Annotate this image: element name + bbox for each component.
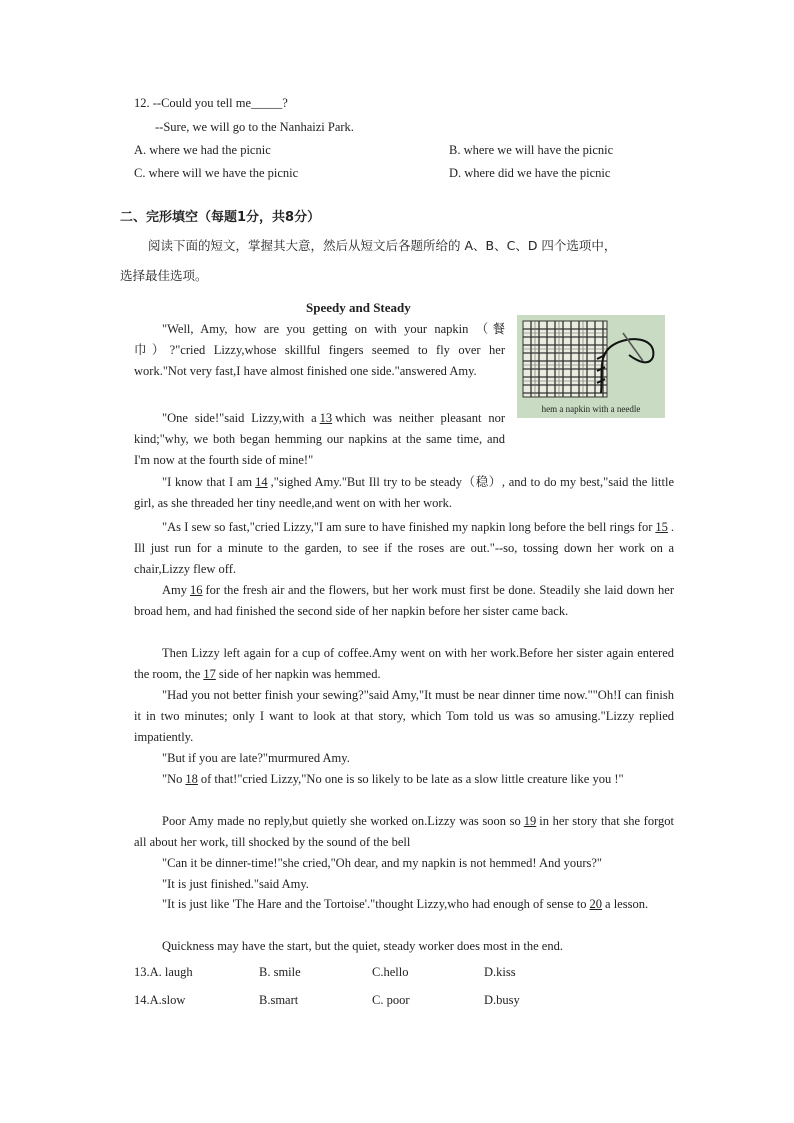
story-paragraph-12: "It is just finished."said Amy. [162, 877, 309, 891]
section-title: 二、完形填空（每题1分，共8分） [120, 210, 321, 225]
blank-17[interactable]: 17 [203, 667, 216, 681]
story-paragraph-10: Poor Amy made no reply,but quietly she worked on.Lizzy was soon so 19 in her story that she forgot all about her work, till shocked by the sound of the bell [134, 814, 674, 849]
q12-option-d: D. where did we have the picnic [449, 166, 611, 180]
q12-answer-line: --Sure, we will go to the Nanhaizi Park. [155, 120, 354, 134]
blank-16[interactable]: 16 [190, 583, 203, 597]
q14-option-a: 14.A.slow [134, 993, 186, 1007]
story-paragraph-1: "Well, Amy, how are you getting on with your napkin （餐巾）?"cried Lizzy,whose skillful fingers seemed to fly over her work."Not very fast,I have almost finished one side."answered Amy. [134, 322, 505, 378]
story-paragraph-5: Amy 16 for the fresh air and the flowers, but her work must first be done. Steadily she laid down her broad hem, and had finished the second side of her napkin before her sister came back. [134, 583, 674, 618]
story-paragraph-9: "No 18 of that!"cried Lizzy,"No one is so likely to be late as a slow little creature like you !" [162, 772, 624, 786]
story-paragraph-8: "But if you are late?"murmured Amy. [162, 751, 350, 765]
q12-stem: 12. --Could you tell me_____? [134, 96, 288, 110]
q14-option-c: C. poor [372, 993, 410, 1007]
napkin-figure [517, 315, 665, 418]
q12-option-c: C. where will we have the picnic [134, 166, 299, 180]
blank-13[interactable]: 13 [319, 411, 333, 425]
q14-option-d: D.busy [484, 993, 520, 1007]
story-paragraph-7: "Had you not better finish your sewing?"said Amy,"It must be near dinner time now.""Oh!I can finish it in two minutes; only I want to look at that story, which Tom told us was so amusing."Lizzy replied impatiently. [134, 688, 674, 744]
story-paragraph-14: Quickness may have the start, but the quiet, steady worker does most in the end. [162, 939, 563, 953]
q12-option-a: A. where we had the picnic [134, 143, 271, 157]
q13-option-d: D.kiss [484, 965, 516, 979]
napkin-needle-illustration [517, 315, 665, 418]
q13-option-c: C.hello [372, 965, 409, 979]
story-paragraph-2: "One side!"said Lizzy,with a 13 which was neither pleasant nor kind;"why, we both began hemming our napkins at the same time, and I'm now at the fourth side of mine!" [134, 411, 505, 467]
q13-option-b: B. smile [259, 965, 301, 979]
q14-option-b: B.smart [259, 993, 299, 1007]
blank-15[interactable]: 15 [655, 520, 668, 534]
blank-19[interactable]: 19 [523, 814, 537, 828]
figure-caption: hem a napkin with a needle [541, 404, 641, 414]
instructions-line-2: 选择最佳选项。 [120, 268, 208, 283]
section-instructions [120, 231, 680, 291]
story-paragraph-4: "As I sew so fast,"cried Lizzy,"I am sure to have finished my napkin long before the bell rings for 15 . Ill just run for a minute to the garden, to see if the roses are out."--so, tossing down her work on a chair,Lizzy flew off. [134, 520, 674, 576]
blank-18[interactable]: 18 [185, 772, 198, 786]
story-title: Speedy and Steady [306, 300, 411, 315]
story-paragraph-13: "It is just like 'The Hare and the Tortoise'."thought Lizzy,who had enough of sense to 20 a lesson. [162, 897, 649, 911]
q12-option-b: B. where we will have the picnic [449, 143, 614, 157]
story-paragraph-11: "Can it be dinner-time!"she cried,"Oh dear, and my napkin is not hemmed! And yours?" [162, 856, 603, 870]
blank-14[interactable]: 14 [255, 475, 268, 489]
story-paragraph-3: "I know that I am 14 ,"sighed Amy."But Ill try to be steady（稳）, and to do my best,"said the little girl, as she threaded her tiny needle,and went on with her work. [134, 475, 674, 510]
q13-option-a: 13.A. laugh [134, 965, 193, 979]
story-paragraph-6: Then Lizzy left again for a cup of coffee.Amy went on with her work.Before her sister again entered the room, the 17 side of her napkin was hemmed. [134, 646, 674, 681]
instructions-line-1: 阅读下面的短文，掌握其大意，然后从短文后各题所给的 A、B、C、D 四个选项中， [148, 238, 617, 253]
blank-20[interactable]: 20 [589, 897, 603, 911]
